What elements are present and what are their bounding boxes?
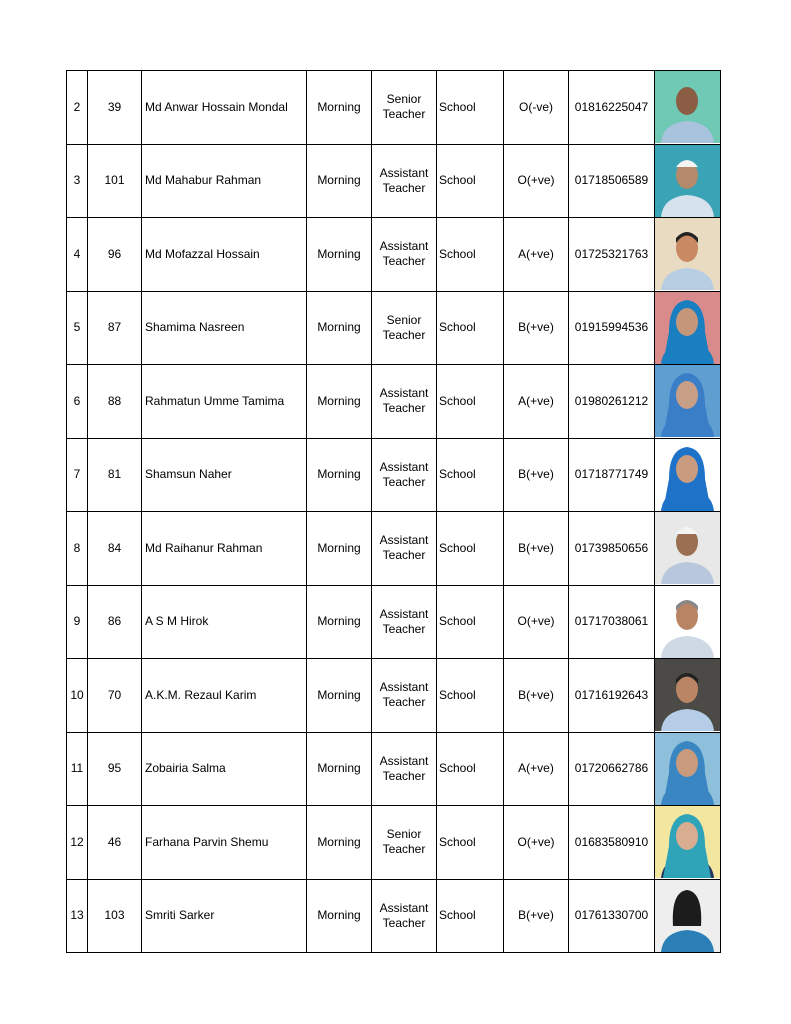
blood-group-cell: B(+ve) bbox=[504, 438, 569, 512]
shift-cell: Morning bbox=[307, 438, 372, 512]
section-cell: School bbox=[437, 291, 504, 365]
serial-number-cell: 2 bbox=[67, 71, 88, 145]
serial-number-cell: 12 bbox=[67, 806, 88, 880]
teacher-name-cell: Shamsun Naher bbox=[142, 438, 307, 512]
designation-line-2: Teacher bbox=[382, 254, 426, 269]
phone-number-cell: 01717038061 bbox=[569, 585, 655, 659]
teacher-id-cell: 87 bbox=[88, 291, 142, 365]
blood-group-cell: A(+ve) bbox=[504, 365, 569, 439]
teacher-id-cell: 96 bbox=[88, 218, 142, 292]
designation-line-1: Senior bbox=[386, 827, 422, 842]
shift-cell: Morning bbox=[307, 365, 372, 439]
serial-number-cell: 10 bbox=[67, 659, 88, 733]
teacher-photo bbox=[655, 218, 721, 292]
table-row bbox=[67, 291, 721, 365]
blood-group-cell: B(+ve) bbox=[504, 512, 569, 586]
teacher-name-cell: A S M Hirok bbox=[142, 585, 307, 659]
table-row bbox=[67, 144, 721, 218]
table-row bbox=[67, 879, 721, 953]
designation-line-1: Senior bbox=[386, 312, 422, 327]
blood-group-cell: B(+ve) bbox=[504, 879, 569, 953]
shift-cell: Morning bbox=[307, 291, 372, 365]
phone-number-cell: 01683580910 bbox=[569, 806, 655, 880]
portrait-image bbox=[655, 365, 720, 437]
section-cell: School bbox=[437, 732, 504, 806]
section-cell: School bbox=[437, 365, 504, 439]
designation-line-2: Teacher bbox=[382, 768, 426, 783]
designation-line-2: Teacher bbox=[382, 695, 426, 710]
designation-line-1: Assistant bbox=[379, 680, 429, 695]
teacher-name-cell: Md Mahabur Rahman bbox=[142, 144, 307, 218]
designation-line-2: Teacher bbox=[382, 621, 426, 636]
teacher-name-cell: Smriti Sarker bbox=[142, 879, 307, 953]
teacher-id-cell: 86 bbox=[88, 585, 142, 659]
designation-line-1: Assistant bbox=[379, 753, 429, 768]
designation-cell bbox=[372, 659, 437, 733]
designation-cell bbox=[372, 291, 437, 365]
phone-number-cell: 01725321763 bbox=[569, 218, 655, 292]
shift-cell: Morning bbox=[307, 732, 372, 806]
section-cell: School bbox=[437, 144, 504, 218]
designation-line-1: Assistant bbox=[379, 165, 429, 180]
teacher-name-cell: Rahmatun Umme Tamima bbox=[142, 365, 307, 439]
blood-group-cell: A(+ve) bbox=[504, 732, 569, 806]
teacher-table-body bbox=[67, 71, 721, 953]
table-row bbox=[67, 218, 721, 292]
portrait-image bbox=[655, 145, 720, 217]
shift-cell: Morning bbox=[307, 144, 372, 218]
portrait-image bbox=[655, 439, 720, 511]
phone-number-cell: 01980261212 bbox=[569, 365, 655, 439]
shift-cell: Morning bbox=[307, 879, 372, 953]
teacher-photo bbox=[655, 806, 721, 880]
designation-line-2: Teacher bbox=[382, 327, 426, 342]
table-row bbox=[67, 71, 721, 145]
serial-number-cell: 5 bbox=[67, 291, 88, 365]
phone-number-cell: 01716192643 bbox=[569, 659, 655, 733]
phone-number-cell: 01816225047 bbox=[569, 71, 655, 145]
teacher-id-cell: 70 bbox=[88, 659, 142, 733]
serial-number-cell: 6 bbox=[67, 365, 88, 439]
teacher-id-cell: 46 bbox=[88, 806, 142, 880]
table-row bbox=[67, 732, 721, 806]
designation-cell bbox=[372, 585, 437, 659]
portrait-image bbox=[655, 659, 720, 731]
phone-number-cell: 01915994536 bbox=[569, 291, 655, 365]
teacher-table bbox=[66, 70, 721, 953]
phone-number-cell: 01739850656 bbox=[569, 512, 655, 586]
table-row bbox=[67, 585, 721, 659]
designation-line-1: Assistant bbox=[379, 533, 429, 548]
designation-line-2: Teacher bbox=[382, 842, 426, 857]
portrait-image bbox=[655, 733, 720, 805]
table-row bbox=[67, 806, 721, 880]
teacher-id-cell: 84 bbox=[88, 512, 142, 586]
table-row bbox=[67, 659, 721, 733]
designation-line-1: Assistant bbox=[379, 239, 429, 254]
designation-line-2: Teacher bbox=[382, 107, 426, 122]
teacher-photo bbox=[655, 291, 721, 365]
designation-line-2: Teacher bbox=[382, 474, 426, 489]
table-row bbox=[67, 512, 721, 586]
section-cell: School bbox=[437, 879, 504, 953]
section-cell: School bbox=[437, 659, 504, 733]
teacher-id-cell: 81 bbox=[88, 438, 142, 512]
table-row bbox=[67, 365, 721, 439]
designation-cell bbox=[372, 732, 437, 806]
section-cell: School bbox=[437, 438, 504, 512]
section-cell: School bbox=[437, 512, 504, 586]
section-cell: School bbox=[437, 806, 504, 880]
phone-number-cell: 01720662786 bbox=[569, 732, 655, 806]
serial-number-cell: 4 bbox=[67, 218, 88, 292]
teacher-photo bbox=[655, 71, 721, 145]
blood-group-cell: O(-ve) bbox=[504, 71, 569, 145]
designation-cell bbox=[372, 71, 437, 145]
designation-line-2: Teacher bbox=[382, 548, 426, 563]
teacher-name-cell: Zobairia Salma bbox=[142, 732, 307, 806]
teacher-name-cell: Farhana Parvin Shemu bbox=[142, 806, 307, 880]
phone-number-cell: 01761330700 bbox=[569, 879, 655, 953]
portrait-image bbox=[655, 806, 720, 878]
portrait-image bbox=[655, 292, 720, 364]
portrait-image bbox=[655, 71, 720, 143]
shift-cell: Morning bbox=[307, 218, 372, 292]
designation-cell bbox=[372, 879, 437, 953]
shift-cell: Morning bbox=[307, 585, 372, 659]
designation-line-2: Teacher bbox=[382, 915, 426, 930]
shift-cell: Morning bbox=[307, 659, 372, 733]
serial-number-cell: 9 bbox=[67, 585, 88, 659]
phone-number-cell: 01718506589 bbox=[569, 144, 655, 218]
teacher-photo bbox=[655, 144, 721, 218]
designation-line-2: Teacher bbox=[382, 401, 426, 416]
teacher-id-cell: 101 bbox=[88, 144, 142, 218]
serial-number-cell: 13 bbox=[67, 879, 88, 953]
serial-number-cell: 3 bbox=[67, 144, 88, 218]
portrait-image bbox=[655, 512, 720, 584]
designation-cell bbox=[372, 144, 437, 218]
shift-cell: Morning bbox=[307, 512, 372, 586]
teacher-photo bbox=[655, 438, 721, 512]
designation-line-1: Assistant bbox=[379, 900, 429, 915]
teacher-name-cell: Md Raihanur Rahman bbox=[142, 512, 307, 586]
serial-number-cell: 7 bbox=[67, 438, 88, 512]
teacher-photo bbox=[655, 585, 721, 659]
designation-cell bbox=[372, 512, 437, 586]
blood-group-cell: O(+ve) bbox=[504, 144, 569, 218]
teacher-name-cell: Shamima Nasreen bbox=[142, 291, 307, 365]
blood-group-cell: O(+ve) bbox=[504, 806, 569, 880]
designation-line-1: Senior bbox=[386, 92, 422, 107]
teacher-photo bbox=[655, 659, 721, 733]
teacher-name-cell: Md Mofazzal Hossain bbox=[142, 218, 307, 292]
teacher-name-cell: Md Anwar Hossain Mondal bbox=[142, 71, 307, 145]
designation-line-1: Assistant bbox=[379, 606, 429, 621]
portrait-image bbox=[655, 218, 720, 290]
designation-line-2: Teacher bbox=[382, 180, 426, 195]
shift-cell: Morning bbox=[307, 806, 372, 880]
designation-cell bbox=[372, 218, 437, 292]
designation-cell bbox=[372, 365, 437, 439]
section-cell: School bbox=[437, 71, 504, 145]
teacher-id-cell: 39 bbox=[88, 71, 142, 145]
teacher-id-cell: 103 bbox=[88, 879, 142, 953]
blood-group-cell: O(+ve) bbox=[504, 585, 569, 659]
designation-line-1: Assistant bbox=[379, 386, 429, 401]
blood-group-cell: A(+ve) bbox=[504, 218, 569, 292]
teacher-name-cell: A.K.M. Rezaul Karim bbox=[142, 659, 307, 733]
section-cell: School bbox=[437, 218, 504, 292]
portrait-image bbox=[655, 586, 720, 658]
teacher-photo bbox=[655, 512, 721, 586]
serial-number-cell: 11 bbox=[67, 732, 88, 806]
shift-cell: Morning bbox=[307, 71, 372, 145]
blood-group-cell: B(+ve) bbox=[504, 291, 569, 365]
portrait-image bbox=[655, 880, 720, 952]
teacher-photo bbox=[655, 365, 721, 439]
designation-cell bbox=[372, 438, 437, 512]
blood-group-cell: B(+ve) bbox=[504, 659, 569, 733]
designation-line-1: Assistant bbox=[379, 459, 429, 474]
table-row bbox=[67, 438, 721, 512]
teacher-photo bbox=[655, 732, 721, 806]
phone-number-cell: 01718771749 bbox=[569, 438, 655, 512]
teacher-id-cell: 95 bbox=[88, 732, 142, 806]
teacher-id-cell: 88 bbox=[88, 365, 142, 439]
teacher-photo bbox=[655, 879, 721, 953]
section-cell: School bbox=[437, 585, 504, 659]
serial-number-cell: 8 bbox=[67, 512, 88, 586]
designation-cell bbox=[372, 806, 437, 880]
